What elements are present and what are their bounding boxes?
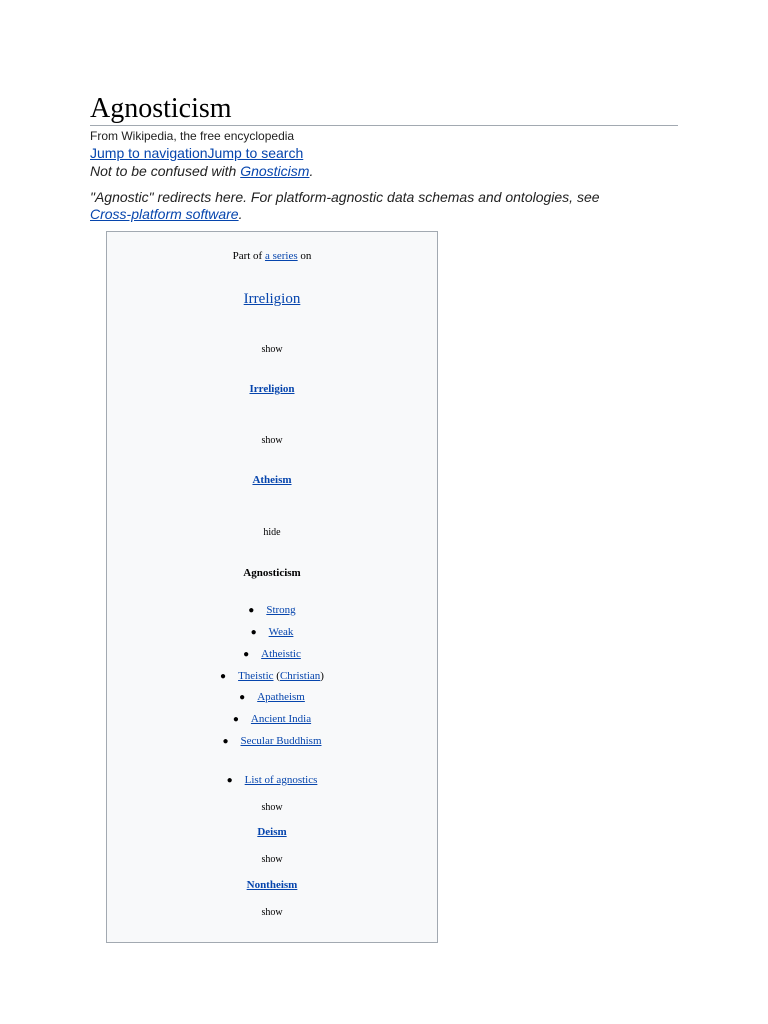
part-of-suffix: on (297, 250, 312, 262)
list-item (107, 670, 437, 682)
hatnote-agnostic-redirect (90, 189, 630, 223)
list-item (107, 691, 437, 703)
series-sidebar (106, 231, 438, 943)
toggle-atheism[interactable]: show (261, 435, 283, 446)
paren-open: ( (273, 670, 280, 682)
part-of-series (107, 250, 437, 262)
page-title: Agnosticism (90, 93, 232, 124)
bullet-icon: ● (220, 671, 227, 682)
theistic-agnosticism-link[interactable]: Theistic (238, 670, 274, 682)
christian-agnosticism-link[interactable]: Christian (279, 670, 321, 682)
bullet-icon: ● (232, 714, 239, 725)
gnosticism-link[interactable]: Gnosticism (240, 163, 310, 179)
cross-platform-software-link[interactable]: Cross-platform software (90, 206, 239, 222)
irreligion-link[interactable]: Irreligion (249, 383, 295, 395)
bullet-icon: ● (248, 605, 255, 616)
bullet-icon: ● (243, 649, 250, 660)
section-nontheism (107, 879, 437, 891)
part-of-prefix: Part of (232, 250, 265, 262)
list-item (107, 626, 437, 638)
toggle-next-section[interactable]: show (261, 907, 283, 918)
paren-close: ) (320, 670, 324, 682)
atheism-link[interactable]: Atheism (252, 474, 292, 486)
a-series-link[interactable]: a series (264, 250, 298, 262)
site-tagline: From Wikipedia, the free encyclopedia (90, 129, 295, 143)
section-irreligion (107, 383, 437, 395)
secular-buddhism-link[interactable]: Secular Buddhism (240, 735, 322, 747)
section-agnosticism-heading: Agnosticism (243, 567, 301, 579)
hatnote-text: "Agnostic" redirects here. For platform-agnostic data schemas and ontologies, see (90, 189, 600, 205)
strong-agnosticism-link[interactable]: Strong (266, 604, 296, 616)
title-divider (90, 125, 678, 126)
toggle-deism[interactable]: show (261, 802, 283, 813)
bullet-icon: ● (226, 775, 233, 786)
bullet-icon: ● (222, 736, 229, 747)
section-atheism (107, 474, 437, 486)
deism-link[interactable]: Deism (257, 826, 287, 838)
series-title (107, 291, 437, 308)
list-of-agnostics-link[interactable]: List of agnostics (244, 774, 318, 786)
nontheism-link[interactable]: Nontheism (246, 879, 298, 891)
list-item (107, 713, 437, 725)
toggle-nontheism[interactable]: show (261, 854, 283, 865)
jump-to-navigation-link[interactable]: Jump to navigation (90, 145, 208, 161)
toggle-agnosticism[interactable]: hide (263, 527, 281, 538)
weak-agnosticism-link[interactable]: Weak (268, 626, 294, 638)
list-item (107, 735, 437, 747)
toggle-irreligion[interactable]: show (261, 344, 283, 355)
jump-to-search-link[interactable]: Jump to search (207, 145, 304, 161)
irreligion-series-link[interactable]: Irreligion (243, 291, 301, 307)
atheistic-agnosticism-link[interactable]: Atheistic (261, 648, 301, 660)
ancient-india-link[interactable]: Ancient India (250, 713, 312, 725)
apatheism-link[interactable]: Apatheism (257, 691, 305, 703)
hatnote-gnosticism (90, 163, 313, 180)
list-item (107, 648, 437, 660)
hatnote-punct: . (309, 163, 314, 179)
section-deism (107, 826, 437, 838)
hatnote-punct: . (238, 206, 243, 222)
bullet-icon: ● (239, 692, 246, 703)
list-item (107, 774, 437, 786)
list-item (107, 604, 437, 616)
jump-links (90, 145, 303, 161)
hatnote-text: Not to be confused with (90, 163, 241, 179)
bullet-icon: ● (250, 627, 257, 638)
